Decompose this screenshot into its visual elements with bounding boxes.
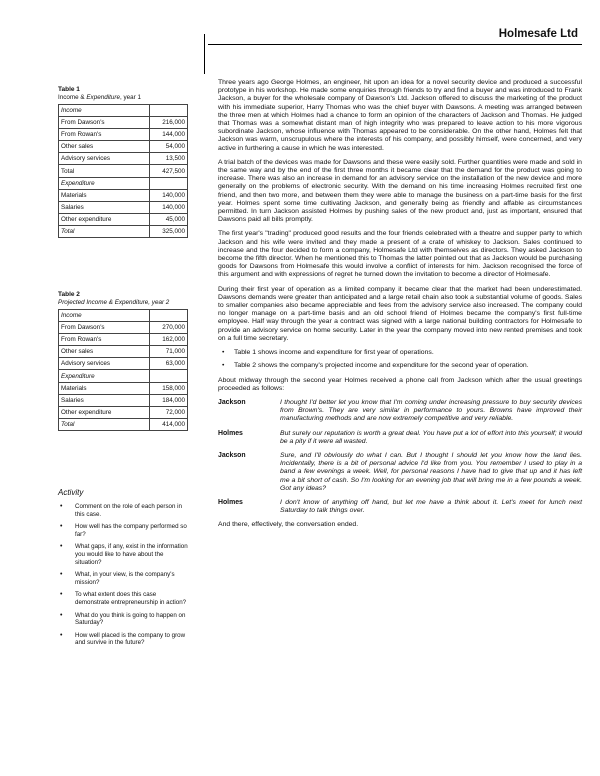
row-label: Total: [59, 165, 150, 177]
table-row: [59, 117, 188, 129]
row-value: 72,000: [150, 406, 188, 418]
dialogue-intro: About midway through the second year Holmes received a phone call from Jackson which after the usual greetings proceeded as follows:: [218, 376, 582, 392]
paragraph: During their first year of operation as a limited company it became clear that the market had been underestimated. Dawsons demands were greater than anticipated and a large retail chain also took a substantial volume of goods. Sales to smaller companies also became appreciable and fees from the advisory service also increased. The company could no longer manage on a part-time basis and an old school friend of Holmes became the company's first full-time employee. Half way through the year a contract was signed with a large national building contractors for Holmesafe to provide an advisory service on home security. Later in the year the company moved into new rented premises and took on a full time secretary.: [218, 285, 582, 342]
speaker: Jackson: [218, 451, 246, 459]
row-value: [150, 310, 188, 322]
table-row: [59, 370, 188, 382]
dialogue-line: [218, 399, 582, 424]
row-label: Advisory services: [59, 358, 150, 370]
table2-title: Table 2: [58, 291, 80, 298]
table-references: [218, 349, 582, 370]
table2-subtitle: Projected Income & Expenditure, year 2: [58, 299, 170, 306]
table2: [58, 309, 188, 431]
row-value: 414,000: [150, 418, 188, 430]
table2-block: [58, 291, 190, 431]
row-label: Materials: [59, 382, 150, 394]
row-label: Other expenditure: [59, 406, 150, 418]
row-value: 270,000: [150, 322, 188, 334]
dialogue-line: [218, 452, 582, 493]
dialogue-line: [218, 430, 582, 446]
row-value: 427,500: [150, 165, 188, 177]
closing-line: And there, effectively, the conversation ended.: [218, 521, 359, 529]
table-row: [59, 418, 188, 430]
row-label: From Rowan's: [59, 129, 150, 141]
page-title: Holmesafe Ltd: [498, 28, 578, 40]
row-value: 162,000: [150, 334, 188, 346]
row-label: Income: [59, 105, 150, 117]
row-value: 216,000: [150, 117, 188, 129]
table-row: [59, 153, 188, 165]
table-row: [59, 189, 188, 201]
row-label: Total: [59, 418, 150, 430]
bullet-item: • Table 2 shows the company's projected income and expenditure for the second year of operation.: [218, 362, 582, 370]
paragraph: Three years ago George Holmes, an engineer, hit upon an idea for a novel security device and produced a successful prototype in his workshop. He made some enquiries through friends to try and find a buyer and was introduced to Frank Jackson, a buyer for the wholesale company of Dawson's Ltd. Jackson offered to discuss the marketing of the product with his immediate superior, Harry Thomas who was the chief buyer with Dawsons. A meeting was arranged between the three men at which Holmes had a chance to form an opinion of the characters of Jackson and Thomas. He judged that Thomas was a somewhat distant man of high integrity who was prepared to leave action to his more vigorous subordinate Jackson, whose influence with Thomas appeared to be considerable. On the other hand, Holmes felt that Jackson was warm, unscrupulous where the interests of his company, and possibly himself, were concerned, and very active in furthering a cause in which he was interested.: [218, 79, 582, 152]
row-label: Other sales: [59, 141, 150, 153]
row-label: Materials: [59, 189, 150, 201]
table-row: [59, 382, 188, 394]
table-row: [59, 322, 188, 334]
row-value: 158,000: [150, 382, 188, 394]
speaker: Jackson: [218, 398, 246, 406]
row-label: Income: [59, 310, 150, 322]
speech: I thought I'd better let you know that I'm coming under increasing pressure to buy security devices from Brown's. They are very similar in performance to yours. Browns have improved their manufacturing methods and are now extremely competitive and very reliable.: [280, 398, 582, 423]
row-label: Total: [59, 225, 150, 237]
table-row: [59, 201, 188, 213]
row-value: [150, 177, 188, 189]
speaker: Holmes: [218, 429, 243, 437]
row-label: Salaries: [59, 201, 150, 213]
activity-item: • Comment on the role of each person in this case.: [58, 503, 190, 518]
speech: I don't know of anything off hand, but let me have a think about it. Let's meet for lunch next Saturday to talk things over.: [280, 498, 582, 515]
row-value: 63,000: [150, 358, 188, 370]
table-row: [59, 334, 188, 346]
table1-block: [58, 86, 190, 238]
dialogue-line: [218, 499, 582, 515]
table1-title: Table 1: [58, 86, 80, 93]
table-row: [59, 358, 188, 370]
activity-list: [58, 503, 190, 647]
bullet-item: • Table 1 shows income and expenditure for first year of operations.: [218, 349, 582, 357]
table1-subtitle: Income & Expenditure, year 1: [58, 94, 141, 101]
row-value: 184,000: [150, 394, 188, 406]
table-row: [59, 225, 188, 237]
row-label: From Dawson's: [59, 322, 150, 334]
case-study-body: [218, 79, 582, 536]
row-value: 325,000: [150, 225, 188, 237]
row-label: Expenditure: [59, 370, 150, 382]
row-label: Other sales: [59, 346, 150, 358]
table-row: [59, 310, 188, 322]
speech: But surely our reputation is worth a great deal. You have put a lot of effort into this yourself; it would be a pity if it were all wasted.: [280, 429, 582, 445]
paragraph: A trial batch of the devices was made for Dawsons and these were easily sold. Further quantities were made and sold in the same way and by the end of the first three months it became clear that the demand for the product was going to increase. There was also an increase in demand for an advisory service on the installation of the new device and more generally on the problems of electronic security. With the demand on his time increasing Holmes recruited first one friend, and then two more, and between them they were able to manage the business on a part-time basis for the first year. Holmes spent some time cultivating Jackson, and generally being as friendly and affable as circumstances permitted. In turn Jackson assisted Holmes by pushing sales of the new product and, just as important, ensured that Dawsons paid all bills promptly.: [218, 158, 582, 224]
activity-item: • What, in your view, is the company's mission?: [58, 571, 190, 586]
activity-item: • How well placed is the company to grow and survive in the future?: [58, 632, 190, 647]
row-label: Other expenditure: [59, 213, 150, 225]
activity-heading: Activity: [58, 488, 84, 497]
table-row: [59, 105, 188, 117]
row-label: From Rowan's: [59, 334, 150, 346]
row-value: 140,000: [150, 189, 188, 201]
row-value: 13,500: [150, 153, 188, 165]
column-divider: [204, 34, 205, 74]
activity-item: • How well has the company performed so far?: [58, 523, 190, 538]
row-label: From Dawson's: [59, 117, 150, 129]
row-value: 140,000: [150, 201, 188, 213]
table-row: [59, 177, 188, 189]
table-row: [59, 213, 188, 225]
row-value: 45,000: [150, 213, 188, 225]
row-label: Advisory services: [59, 153, 150, 165]
table-row: [59, 141, 188, 153]
table-row: [59, 165, 188, 177]
row-value: [150, 370, 188, 382]
table-row: [59, 394, 188, 406]
activity-item: • What gaps, if any, exist in the information you would like to have about the situation?: [58, 543, 190, 566]
table-row: [59, 346, 188, 358]
activity-block: [58, 488, 190, 652]
activity-item: • What do you think is going to happen on Saturday?: [58, 612, 190, 627]
row-value: 144,000: [150, 129, 188, 141]
table1: [58, 104, 188, 238]
paragraph: The first year's "trading" produced good results and the four friends celebrated with a theatre and supper party to which Jackson and his wife were invited and they made a present of a crate of whiskey to Jackson. Sales continued to increase and the four decided to form a company, Holmesafe Ltd with themselves as directors. They asked Jackson to become the fifth director. When he mentioned this to Thomas the latter pointed out that as Jackson would be purchasing goods for Dawsons from Holmesafe this would involve a conflict of interests for him. Jackson recognised the force of this argument and with expressions of regret he turned down the invitation to become a director of Holmesafe.: [218, 230, 582, 279]
row-label: Expenditure: [59, 177, 150, 189]
table-row: [59, 129, 188, 141]
row-value: 54,000: [150, 141, 188, 153]
row-value: [150, 105, 188, 117]
speech: Sure, and I'll obviously do what I can. But I thought I should let you know how the land lies. Incidentally, there is a bit of personal advice I'd like from you. You remember I used to play in a band a few evenings a week. Well, for personal reasons I have had to give that up and it has left me a bit short of cash. So I'm looking for an evening job that will bring me in a few pounds a week. Got any ideas?: [280, 451, 582, 492]
activity-item: • To what extent does this case demonstrate entrepreneurship in action?: [58, 591, 190, 606]
speaker: Holmes: [218, 498, 243, 506]
row-label: Salaries: [59, 394, 150, 406]
row-value: 71,000: [150, 346, 188, 358]
header-rule: [208, 44, 582, 45]
table-row: [59, 406, 188, 418]
